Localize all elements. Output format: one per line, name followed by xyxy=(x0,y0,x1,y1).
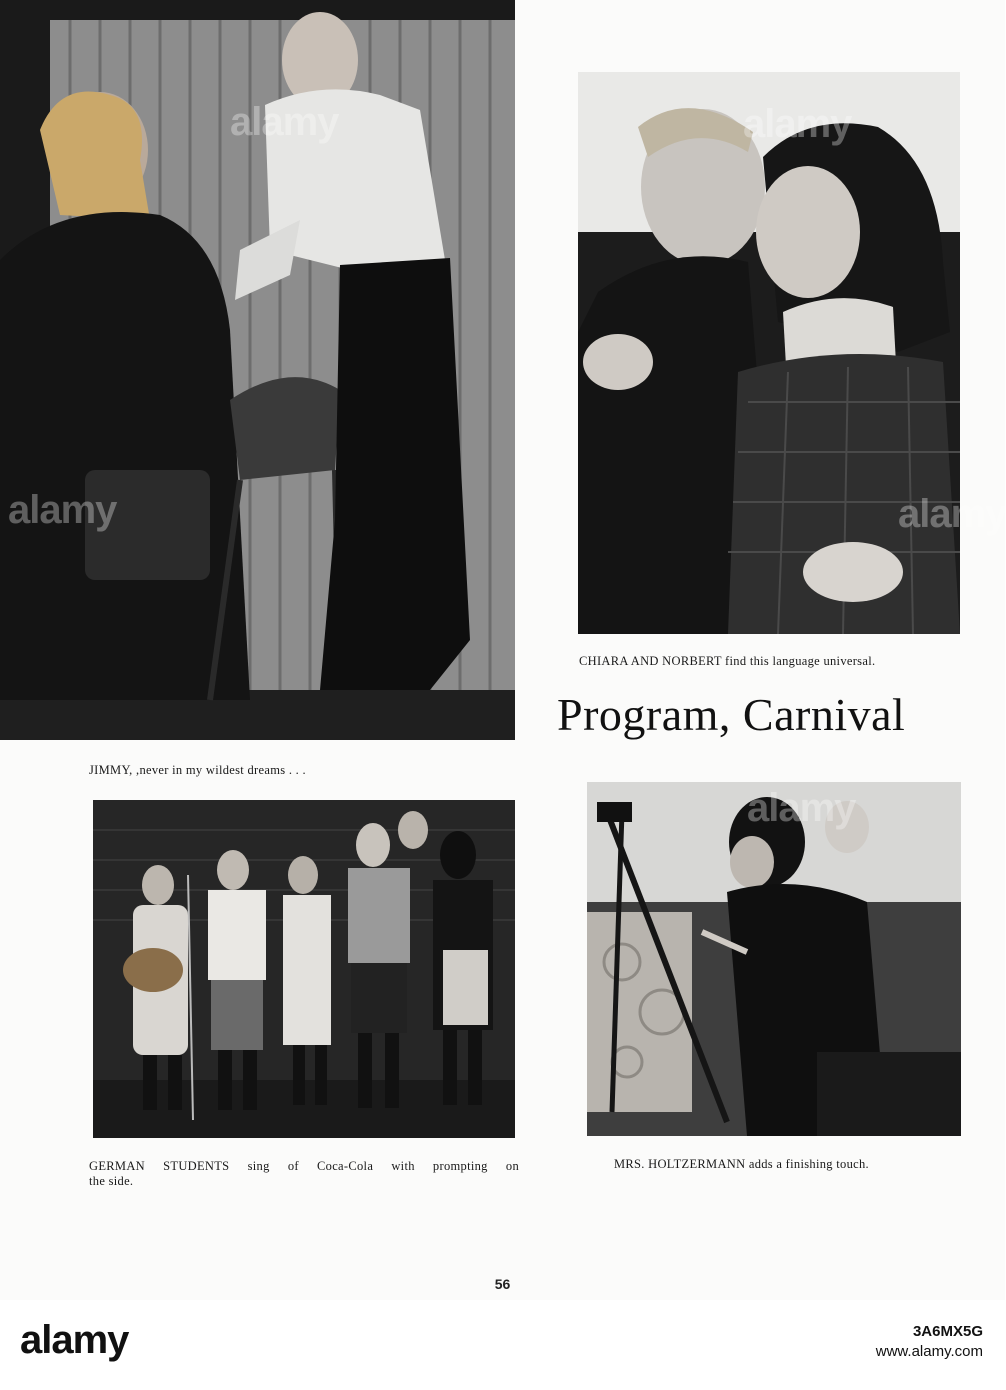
photo-painter xyxy=(587,782,961,1136)
stock-footer xyxy=(0,1300,1005,1390)
caption-photo-3-line-1: GERMAN STUDENTS sing of Coca-Cola with prompting on xyxy=(89,1159,519,1173)
photo-german-students xyxy=(93,800,515,1138)
alamy-logo: alamy xyxy=(20,1318,129,1362)
caption-photo-3 xyxy=(89,1159,519,1189)
photo-stage-scene xyxy=(0,0,515,740)
couple-illustration xyxy=(578,72,960,634)
image-id: 3A6MX5G xyxy=(912,1323,983,1340)
caption-photo-1: JIMMY, ,never in my wildest dreams . . . xyxy=(89,763,306,777)
caption-photo-4: MRS. HOLTZERMANN adds a finishing touch. xyxy=(614,1157,869,1171)
caption-photo-2: CHIARA AND NORBERT find this language universal. xyxy=(579,654,876,668)
painter-illustration xyxy=(587,782,961,1136)
stock-site-url: www.alamy.com xyxy=(875,1343,983,1360)
stock-info xyxy=(876,1322,983,1362)
stage-scene-illustration xyxy=(0,0,515,740)
caption-photo-3-line-2: the side. xyxy=(89,1174,134,1188)
students-illustration xyxy=(93,800,515,1138)
photo-couple xyxy=(578,72,1006,634)
page-number: 56 xyxy=(494,1276,511,1292)
watermark: alamy xyxy=(230,100,339,144)
page-headline: Program, Carnival xyxy=(557,689,906,740)
watermark: alamy xyxy=(747,786,856,830)
watermark: alamy xyxy=(8,488,117,532)
watermark: alamy xyxy=(743,102,852,146)
watermark: alamy xyxy=(898,492,1006,536)
